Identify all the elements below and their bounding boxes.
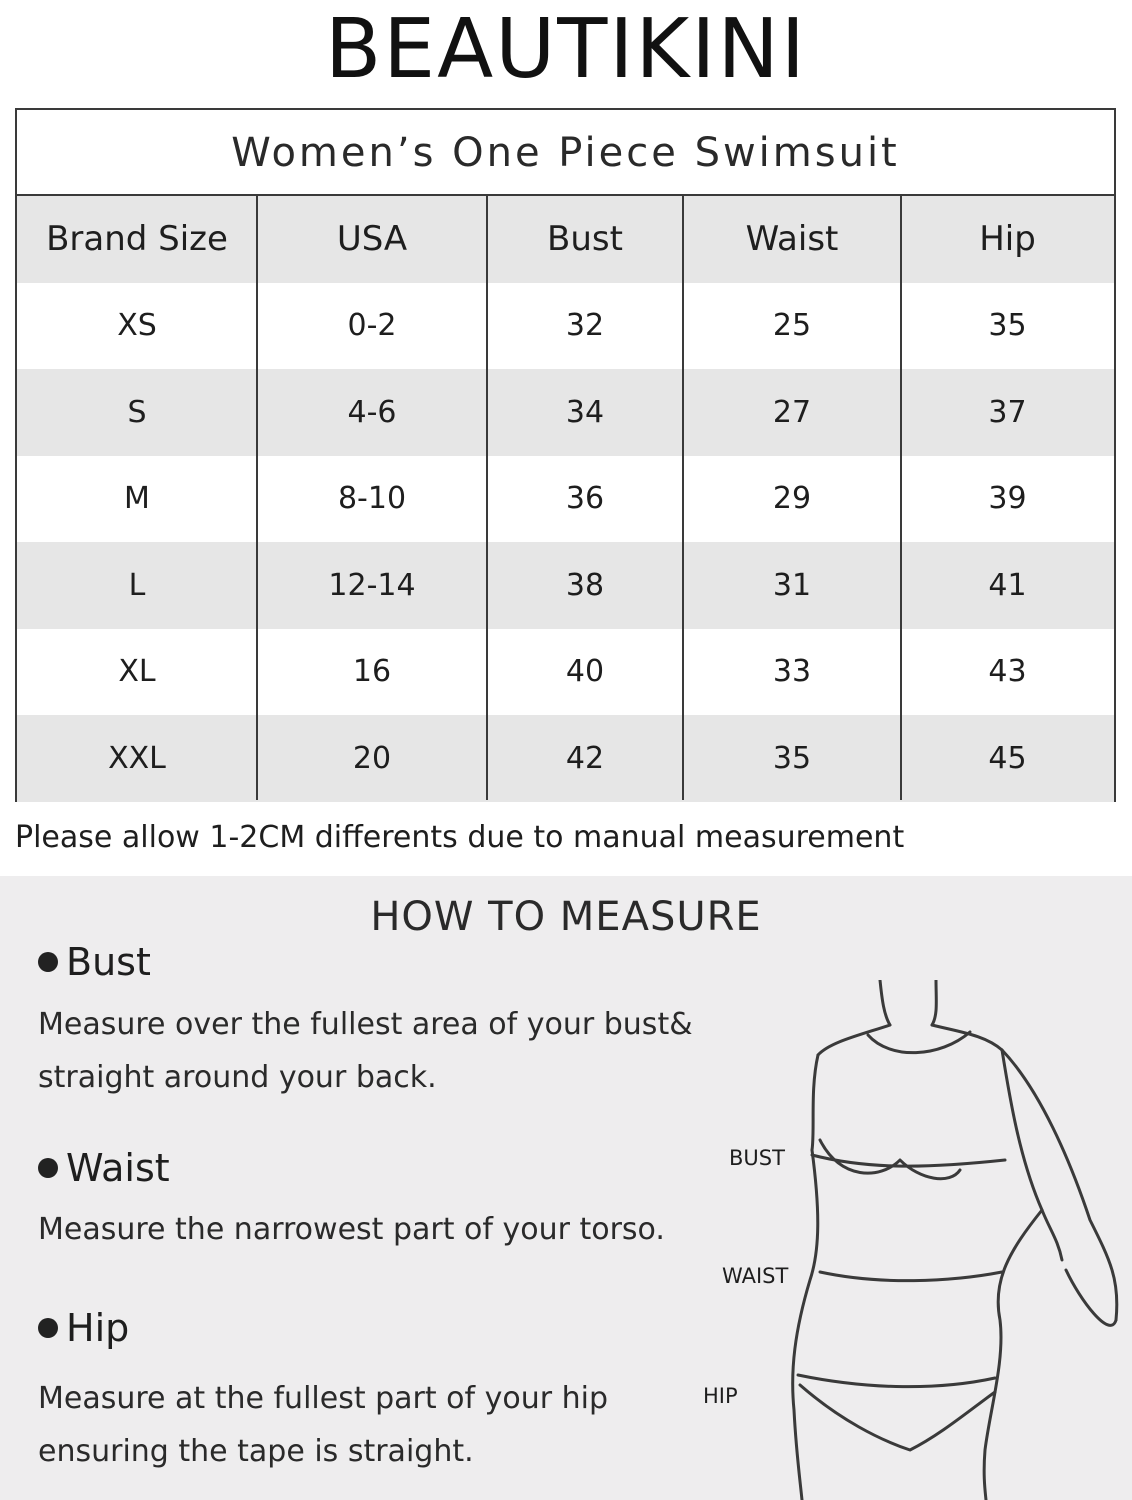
left-arm-outer	[812, 1055, 818, 1150]
table-grid	[17, 196, 1114, 800]
cell-bust: 40	[565, 654, 605, 690]
header-hip: Hip	[901, 196, 1114, 283]
cell-hip: 39	[988, 481, 1027, 517]
cell-hip: 43	[988, 654, 1027, 690]
neck-right-line	[932, 980, 936, 1025]
bust-curve	[820, 1140, 960, 1179]
bust-description	[38, 998, 718, 1104]
cell-brand-size: S	[17, 369, 257, 456]
cell-waist: 31	[683, 542, 901, 629]
bust-heading	[38, 940, 151, 984]
left-shoulder	[818, 1025, 890, 1055]
right-hand	[1066, 1270, 1116, 1325]
column-divider	[256, 196, 258, 800]
table-header-row	[17, 196, 1114, 283]
cell-bust: 38	[487, 542, 683, 629]
cell-usa: 4-6	[257, 369, 487, 456]
neckline	[868, 1032, 970, 1053]
cell-waist: 35	[683, 715, 901, 802]
column-divider	[682, 196, 684, 800]
cell-brand-size: M	[124, 481, 150, 517]
waist-measure-line	[820, 1272, 1002, 1281]
cell-hip: 41	[901, 542, 1114, 629]
hip-description	[38, 1372, 718, 1478]
column-divider	[486, 196, 488, 800]
cell-bust: 36	[565, 481, 605, 517]
waist-heading-label: Waist	[66, 1146, 170, 1190]
bust-description-line: Measure over the fullest area of your bust&	[38, 1007, 693, 1042]
waist-description	[38, 1203, 718, 1256]
table-row	[17, 542, 1114, 629]
cell-usa: 20	[257, 715, 487, 802]
figure-label-hip: HIP	[703, 1384, 738, 1408]
bust-description-line: straight around your back.	[38, 1060, 437, 1095]
cell-usa: 16	[352, 654, 392, 690]
swimsuit-legline	[800, 1385, 995, 1450]
cell-bust: 34	[487, 369, 683, 456]
table-title: Women’s One Piece Swimsuit	[17, 110, 1114, 196]
table-row	[17, 369, 1114, 456]
waist-description-line: Measure the narrowest part of your torso.	[38, 1212, 665, 1247]
hip-heading-label: Hip	[66, 1306, 130, 1350]
table-row	[17, 283, 1114, 370]
size-chart-table	[15, 108, 1116, 802]
header-brand-size: Brand Size	[17, 196, 257, 283]
measurement-note: Please allow 1-2CM differents due to manual measurement	[15, 820, 905, 855]
bullet-icon	[38, 952, 58, 972]
cell-usa: 12-14	[257, 542, 487, 629]
body-figure-illustration	[780, 980, 1132, 1500]
how-to-measure-title: HOW TO MEASURE	[370, 894, 762, 940]
hip-description-line: Measure at the fullest part of your hip	[38, 1381, 609, 1416]
hip-description-line: ensuring the tape is straight.	[38, 1434, 474, 1469]
cell-brand-size: XXL	[17, 715, 257, 802]
cell-waist: 25	[772, 308, 812, 344]
bust-heading-label: Bust	[66, 940, 151, 984]
bullet-icon	[38, 1318, 58, 1338]
hip-measure-line	[798, 1375, 995, 1387]
right-shoulder	[932, 1025, 1002, 1050]
right-arm-outer	[1002, 1050, 1117, 1320]
table-row	[17, 715, 1114, 802]
cell-brand-size: XL	[118, 654, 156, 690]
cell-waist: 29	[772, 481, 812, 517]
right-body-outline	[984, 1210, 1042, 1500]
figure-label-bust: BUST	[729, 1146, 785, 1170]
cell-usa: 8-10	[337, 481, 407, 517]
cell-hip: 45	[901, 715, 1114, 802]
header-usa: USA	[257, 196, 487, 283]
brand-logo: BEAUTIKINI	[325, 2, 807, 97]
column-divider	[900, 196, 902, 800]
bullet-icon	[38, 1158, 58, 1178]
header-waist: Waist	[683, 196, 901, 283]
table-row	[17, 629, 1114, 716]
neck-left-line	[880, 980, 890, 1025]
cell-waist: 33	[772, 654, 812, 690]
cell-waist: 27	[683, 369, 901, 456]
header-bust: Bust	[487, 196, 683, 283]
cell-bust: 42	[487, 715, 683, 802]
cell-brand-size: XS	[117, 308, 157, 344]
cell-brand-size: L	[17, 542, 257, 629]
cell-usa: 0-2	[347, 308, 397, 344]
table-row	[17, 456, 1114, 543]
cell-hip: 37	[901, 369, 1114, 456]
cell-bust: 32	[565, 308, 605, 344]
left-body-outline	[793, 1150, 818, 1500]
hip-heading	[38, 1306, 129, 1350]
figure-label-waist: WAIST	[722, 1264, 789, 1288]
cell-hip: 35	[988, 308, 1027, 344]
waist-heading	[38, 1146, 170, 1190]
right-arm-inner	[1002, 1050, 1062, 1260]
